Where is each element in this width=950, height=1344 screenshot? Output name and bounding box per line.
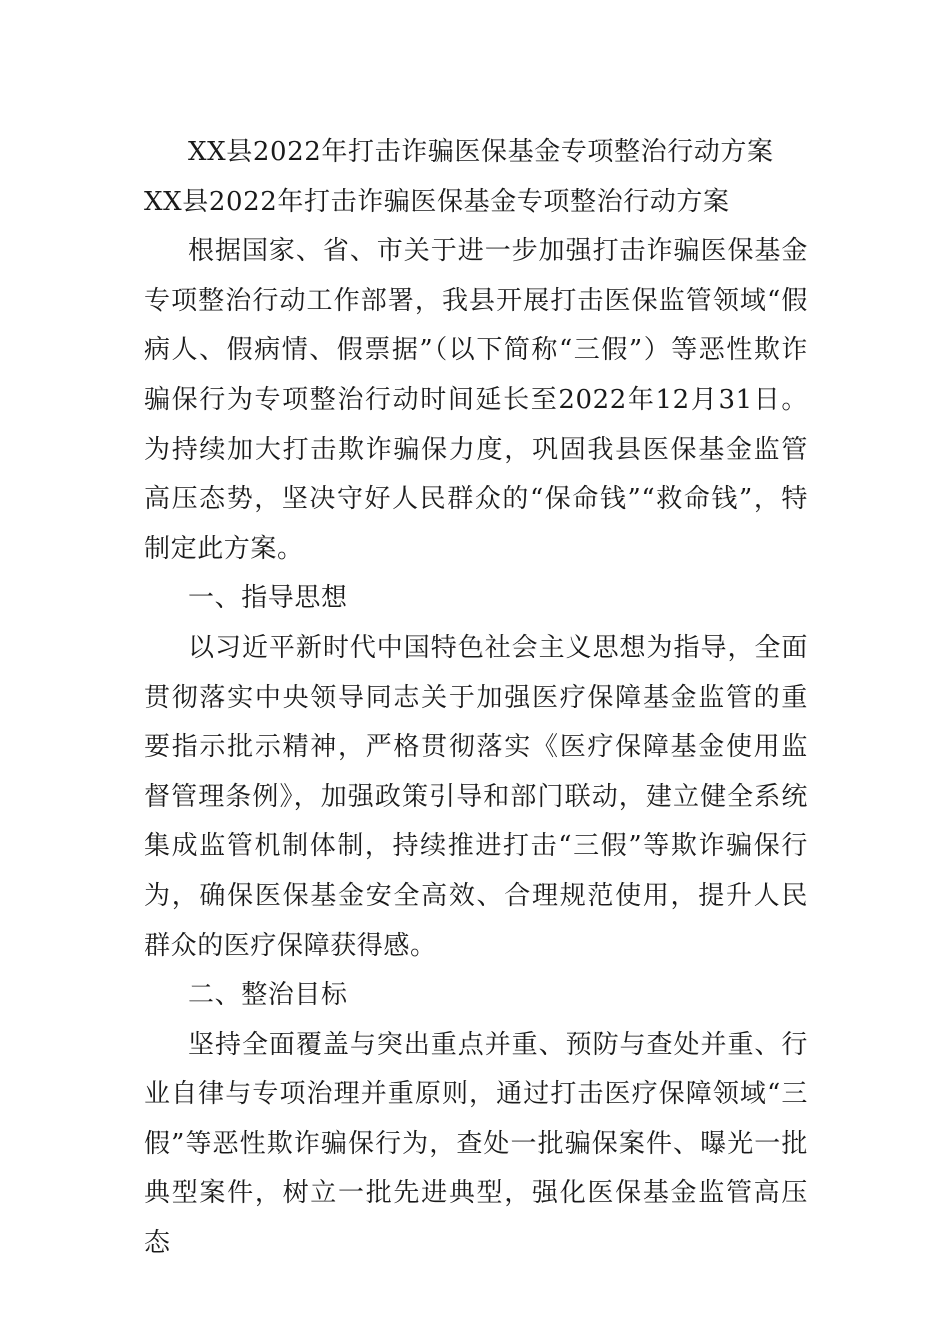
section-body-guiding-ideology: 以习近平新时代中国特色社会主义思想为指导，全面贯彻落实中央领导同志关于加强医疗保障基金监管的重要指示批示精神，严格贯彻落实《医疗保障基金使用监督管理条例》，加强政策引导和部门联动，建立健全系统集成监管机制体制，持续推进打击“三假”等欺诈骗保行为，确保医保基金安全高效、合理规范使用，提升人民群众的医疗保障获得感。 bbox=[144, 632, 808, 961]
intro-paragraph: 根据国家、省、市关于进一步加强打击诈骗医保基金专项整治行动工作部署，我县开展打击医保监管领域“假病人、假病情、假票据”（以下简称“三假”）等恶性欺诈骗保行为专项整治行动时间延长至2022年12月31日。为持续加大打击欺诈骗保力度，巩固我县医保基金监管高压态势，坚决守好人民群众的“保命钱”“救命钱”，特制定此方案。 bbox=[144, 236, 808, 564]
section-body-objectives: 坚持全面覆盖与突出重点并重、预防与查处并重、行业自律与专项治理并重原则，通过打击医疗保障领域“三假”等恶性欺诈骗保行为，查处一批骗保案件、曝光一批典型案件，树立一批先进典型，强化医保基金监管高压态 bbox=[144, 1029, 808, 1259]
document-title: XX县2022年打击诈骗医保基金专项整治行动方案 bbox=[188, 137, 774, 167]
document-page bbox=[144, 128, 808, 1269]
document-title-repeat: XX县2022年打击诈骗医保基金专项整治行动方案 bbox=[144, 186, 730, 217]
section-heading-guiding-ideology: 一、指导思想 bbox=[188, 583, 348, 614]
section-heading-objectives: 二、整治目标 bbox=[188, 980, 348, 1011]
